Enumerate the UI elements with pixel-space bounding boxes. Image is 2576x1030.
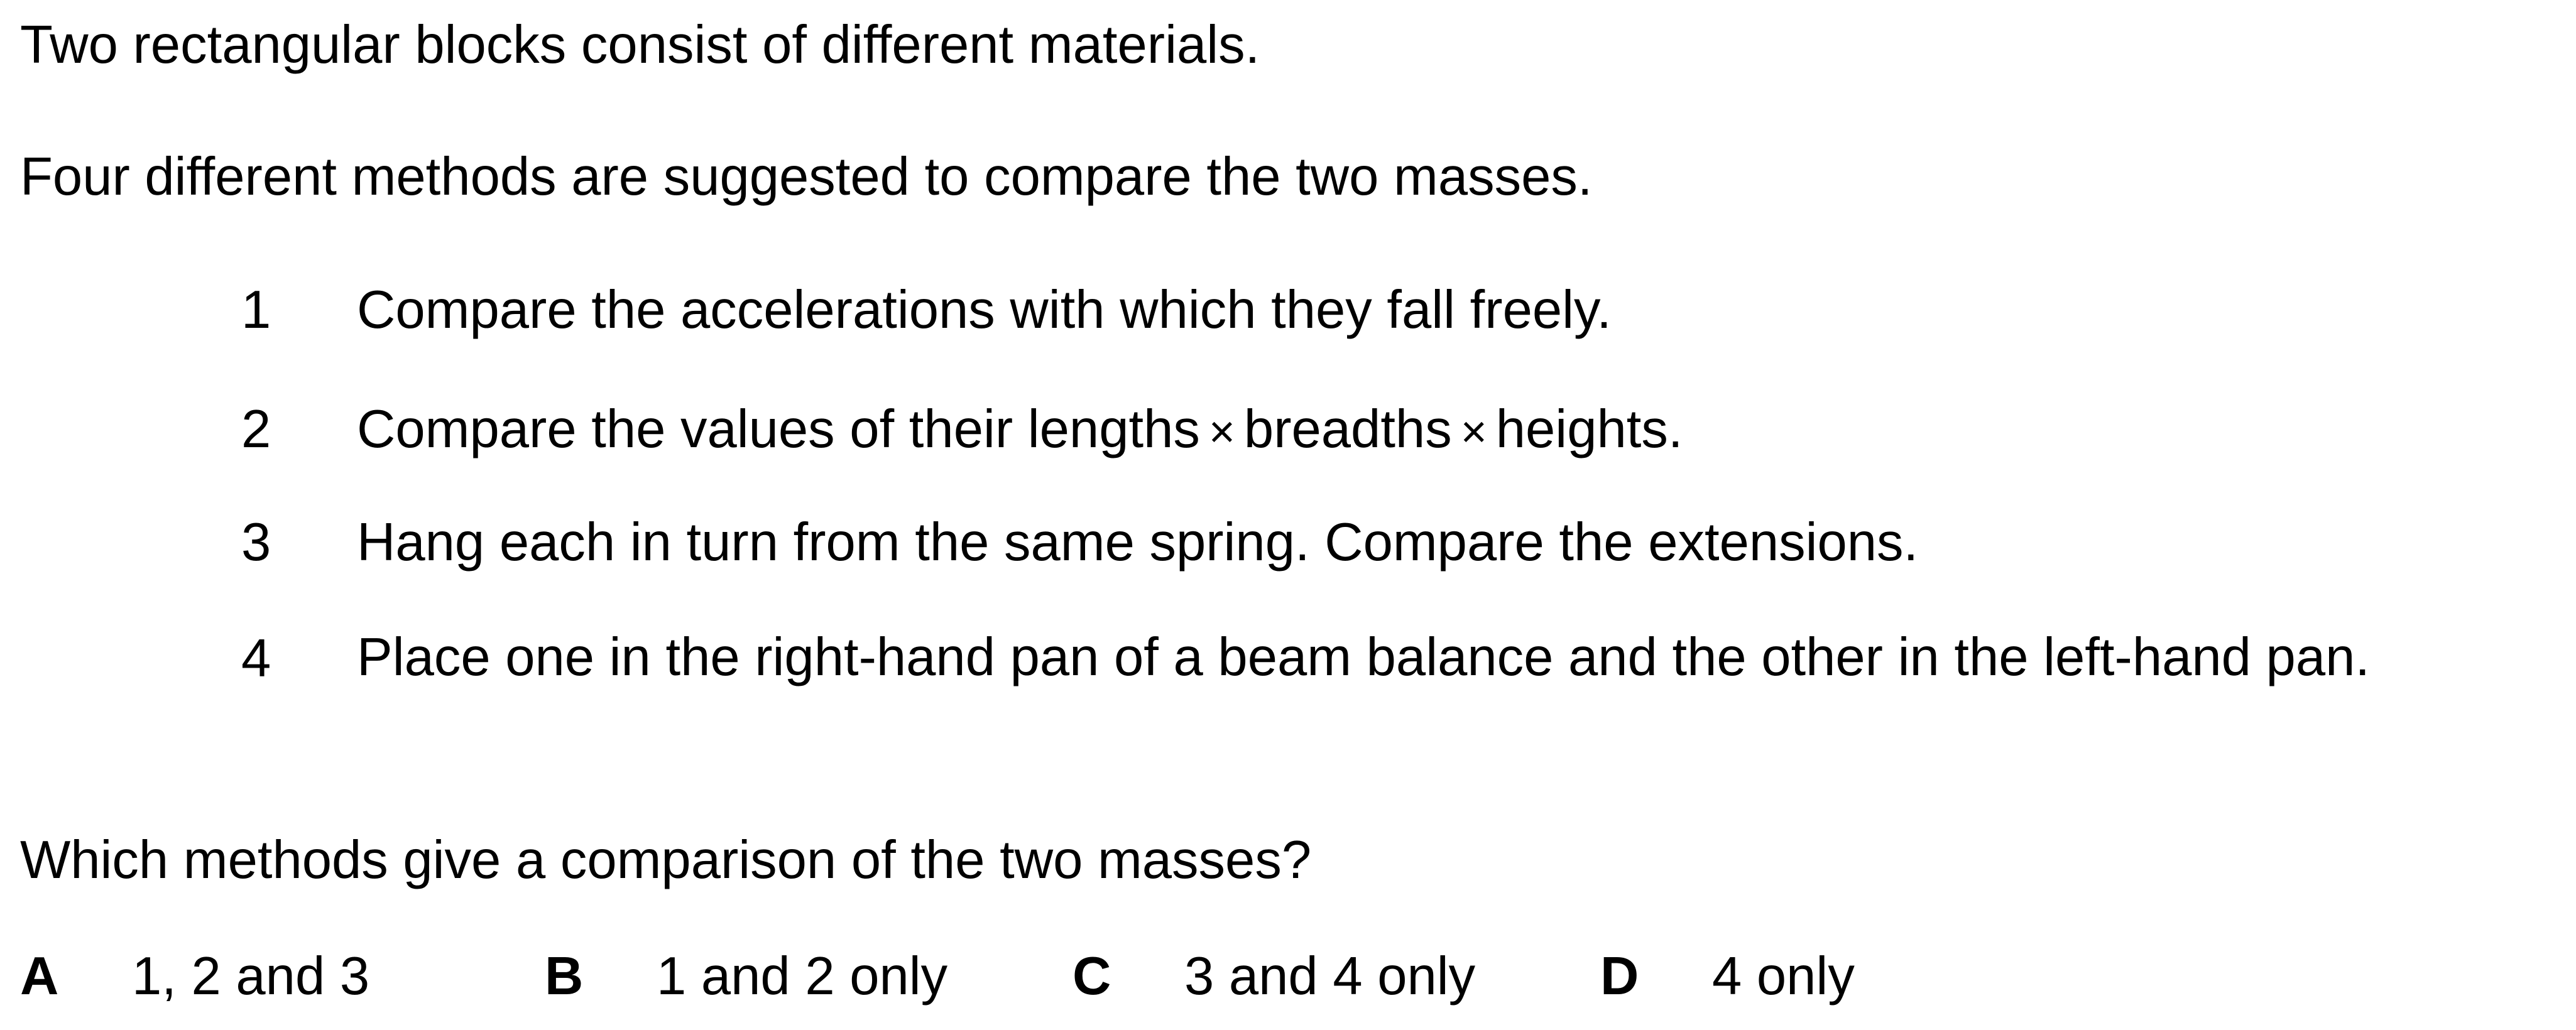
method-number: 2 bbox=[241, 399, 271, 459]
multiply-symbol: × bbox=[1460, 407, 1487, 457]
option-text: 4 only bbox=[1712, 946, 1855, 1006]
method-text: Hang each in turn from the same spring. Compare the extensions. bbox=[357, 512, 1919, 572]
intro-sentence-2: Four different methods are suggested to compare the two masses. bbox=[20, 147, 1593, 207]
method-text-part-c: heights. bbox=[1495, 399, 1683, 459]
option-letter: C bbox=[1072, 946, 1111, 1006]
option-text: 1, 2 and 3 bbox=[132, 946, 370, 1006]
option-letter: A bbox=[20, 946, 59, 1006]
method-number: 1 bbox=[241, 280, 271, 340]
method-number: 4 bbox=[241, 629, 271, 688]
option-letter: B bbox=[545, 946, 584, 1006]
option-letter: D bbox=[1600, 946, 1639, 1006]
method-number: 3 bbox=[241, 512, 271, 572]
option-text: 3 and 4 only bbox=[1184, 946, 1476, 1006]
method-text: Place one in the right-hand pan of a beam balance and the other in the left-hand pan. bbox=[357, 627, 2370, 687]
intro-sentence-1: Two rectangular blocks consist of different materials. bbox=[20, 15, 1260, 75]
multiply-symbol: × bbox=[1208, 407, 1235, 457]
method-text bbox=[357, 396, 2526, 466]
method-text-part-a: Compare the values of their lengths bbox=[357, 399, 1200, 459]
method-text-part-b: breadths bbox=[1243, 399, 1452, 459]
option-text: 1 and 2 only bbox=[657, 946, 948, 1006]
method-text: Compare the accelerations with which they fall freely. bbox=[357, 280, 1612, 340]
question-prompt: Which methods give a comparison of the two masses? bbox=[20, 830, 1312, 890]
